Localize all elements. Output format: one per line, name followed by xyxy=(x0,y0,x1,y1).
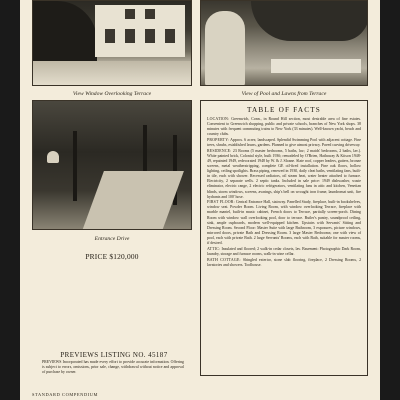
fact-section xyxy=(207,258,361,268)
listing-title: PREVIEWS LISTING NO. 45187 xyxy=(60,351,168,359)
fact-section-text: Greenwich, Conn., in Round Hill section, most desirable area of fine estates. Convenient to Greenwich shopping, public and private schools, branches of New York shops. 38 minutes with frequent commuting trains to New York (33 minutes). Well-known yacht, beach and country clubs. xyxy=(207,117,361,137)
photo-pool-lawns xyxy=(200,0,368,86)
footer-text: STANDARD COMPENDIUM xyxy=(32,392,99,397)
fact-section xyxy=(207,117,361,137)
price: PRICE $120,000 xyxy=(85,252,139,261)
fact-section xyxy=(207,247,361,257)
fact-section-text: Approx. 6 acres; landscaped. Splendid Swimming Pool with adjacent cottage. Fine trees, shrubs, established lawns, gardens. Planned to give utmost privacy. Paved curving driveway. xyxy=(207,137,361,148)
fact-section-text: Insulated and floored; 2 walk-in cedar closets, lav. Basement: Photographic Dark Room, laundry, storage and furnace rooms, walk-in wine cellar. xyxy=(207,246,361,256)
brochure-page xyxy=(20,0,380,400)
fact-section-heading: PROPERTY: xyxy=(207,137,230,142)
fact-section-text: Central Entrance Hall, stairway. Panelled Study, fireplace, built-in bookshelves, window seat. Powder Room. Living Room, with window overlooking Terrace, fireplace with marble mantel, built-in music cabinet, French doors to Terrace, partially screen-porch. Dining Room with window wall overlooking pool, door to terrace. Butler's pantry, soundproof ceiling, sink, ample cupboards, modern well-equipped kitchen. Upstairs with Servants' Sitting and Dressing Room. Second Floor: Master Suite with large Bathroom, 3 exposures, picture windows, mirrored doors, private Bath and Dressing Room. 3 large Master Bedrooms; one with view of pool, each with private Bath. 2 large Servants' Rooms, each with Bath, suitable for master rooms, if desired. xyxy=(207,200,361,246)
caption-pool: View of Pool and Lawns from Terrace xyxy=(241,91,327,97)
fact-section-heading: LOCATION: xyxy=(207,117,230,121)
fact-section-heading: BATH COTTAGE: xyxy=(207,257,241,262)
table-of-facts xyxy=(200,100,368,376)
fact-section xyxy=(207,138,361,148)
photo-window-terrace xyxy=(32,0,192,86)
fact-section-heading: RESIDENCE: xyxy=(207,148,232,153)
fact-section-heading: ATTIC: xyxy=(207,246,221,251)
fact-section xyxy=(207,200,361,246)
fact-section-heading: FIRST FLOOR: xyxy=(207,200,235,205)
photo-entrance-drive xyxy=(32,100,192,230)
facts-title: TABLE OF FACTS xyxy=(247,106,321,114)
fact-section-text: Shingled exterior, stone slab flooring, fireplace, 2 Dressing Rooms, 2 lavatories and showers. Toolhouse. xyxy=(207,257,362,267)
caption-drive: Entrance Drive xyxy=(94,236,130,242)
fact-section-text: 23 Rooms (5 master bedrooms, 5 baths, lav.; 2 maids' bedrooms, 2 baths, lav.). White painted brick, Colonial style, built 1936; remodeled by O'Brien, Hathaway & Kitson 1948-49, repainted 1949, redecorated 1948 by W. & J. Sloane. Slate roof, copper leaders, gutters, bronze screens, metal weatherstripping, complete GE oil-fired installation. Fine oak floors, hollow lighting, ceiling spotlights. Brass piping, renewed in 1930, daily cleat baths, ventilating fans, built-in tile, each with shower. Recessed radiators, oil steam heat, water heater attached to furnace. Electricity, 2 separate wells. 2 septic tanks. Included in sale price: 1949 dishwasher, waste eliminator, electric range, 2 electric refrigerators, ventilating fans in attic and kitchen, Venetian blinds, storm windows, screens, awnings, ship's bell on wrought iron frame, laundromat unit, fire hydrants and 100' hose. xyxy=(207,148,361,199)
facts-body xyxy=(207,117,361,268)
caption-window: View Window Overlooking Terrace xyxy=(72,91,152,97)
fact-section xyxy=(207,149,361,200)
listing-disclaimer: PREVIEWS Incorporated has made every effort to provide accurate information. Offering is subject to errors, omissions, prior sale, change, withdrawal without notice and approval of purchase by owner. xyxy=(42,360,184,375)
